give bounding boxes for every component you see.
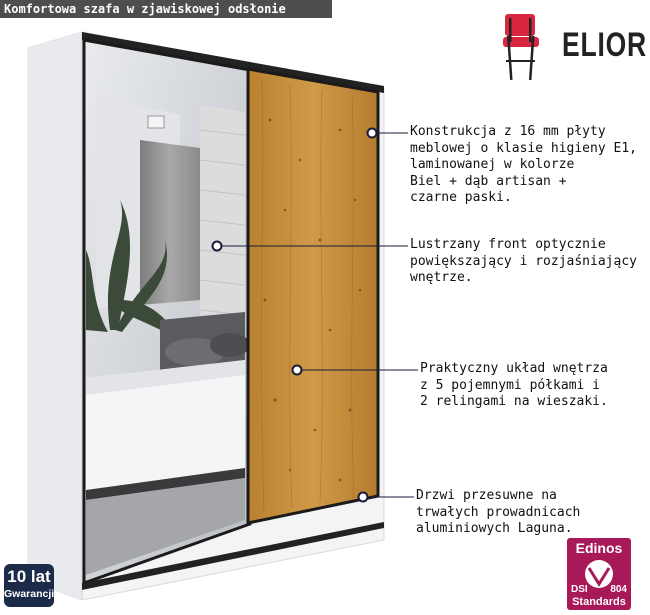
- guarantee-badge: [4, 564, 54, 607]
- guarantee-years: 10 lat: [7, 567, 51, 586]
- mirror-door: [84, 40, 250, 583]
- annotation-leader-4: [359, 493, 415, 502]
- feature-interior: Praktyczny układ wnętrza z 5 pojemnymi półkami i 2 relingami na wieszaki.: [420, 361, 608, 409]
- feature-construction: Konstrukcja z 16 mm płyty meblowej o klasie higieny E1, laminowanej w kolorze Biel + dąb artisan + czarne paski.: [410, 124, 637, 205]
- page-title: Komfortowa szafa w zjawiskowej odsłonie: [0, 0, 332, 18]
- certificate-number: 804: [610, 584, 627, 595]
- guarantee-label: Gwarancji: [4, 588, 55, 600]
- brand-name: ELIOR: [562, 26, 647, 64]
- certificate-badge: [567, 538, 631, 610]
- certificate-label: Standards: [572, 596, 626, 608]
- certificate-name: Edinos: [575, 540, 623, 556]
- feature-mirror: Lustrzany front optycznie powiększający i rozjaśniający wnętrze.: [410, 237, 637, 285]
- feature-doors: Drzwi przesuwne na trwałych prowadnicach aluminiowych Laguna.: [416, 488, 581, 536]
- annotation-leader-1: [368, 129, 409, 138]
- oak-door: [248, 69, 378, 523]
- certificate-left: DSI: [571, 584, 588, 595]
